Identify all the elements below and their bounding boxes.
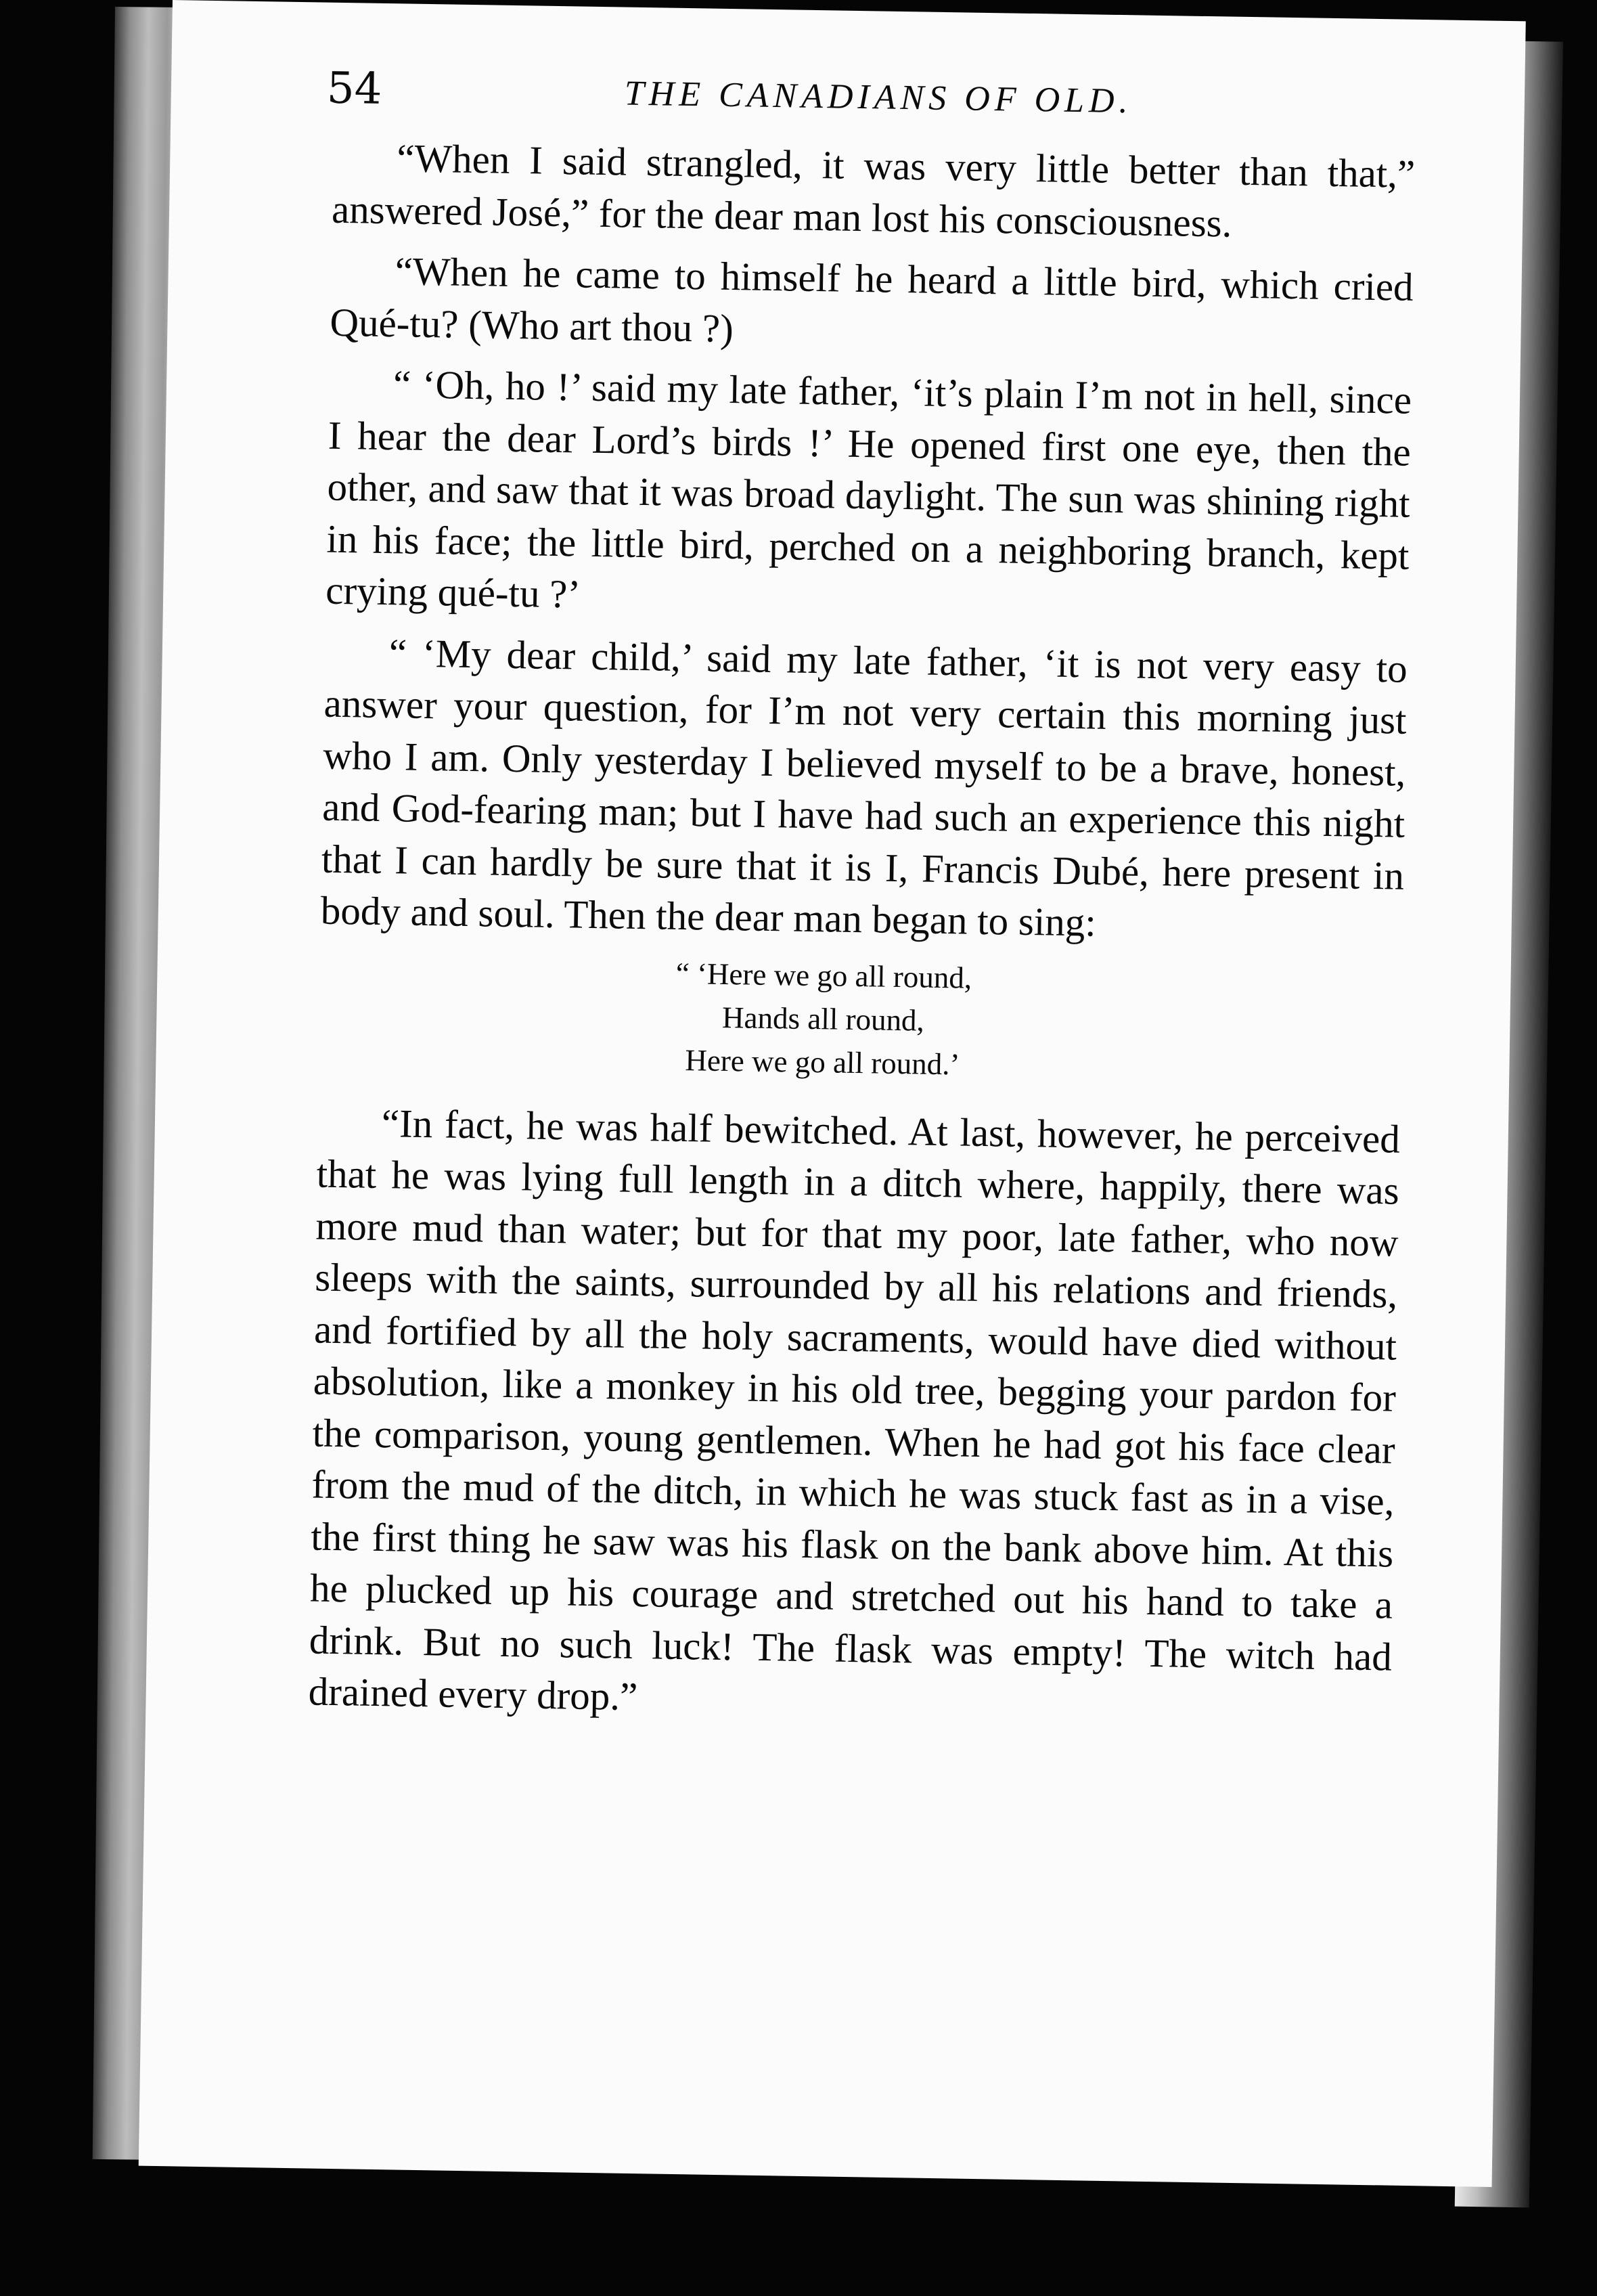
book-page [139, 0, 1526, 2187]
body-text [308, 131, 1416, 1734]
song-line: Here we go all round.’ [685, 1042, 960, 1081]
paragraph: “In fact, he was half bewitched. At last, however, he perceived that he was lying full length in a ditch where, happily, there was more mud than water; but for that my poor, late father, who now sleeps with the saints, surrounded by all his relations and friends, and fortified by all the holy sacraments, would have died without absolution, like a monkey in his old tree, begging your pardon for the comparison, young gentlemen. When he had got his face clear from the mud of the ditch, in which he was stuck fast as in a vise, the first thing he saw was his flask on the bank above him. At this he plucked up his courage and stretched out his hand to take a drink. But no such luck! The flask was empty! The witch had drained every drop.” [308, 1100, 1401, 1719]
running-head: THE CANADIANS OF OLD. [624, 74, 1133, 121]
song-line: Hands all round, [721, 1000, 925, 1038]
song-line: “ ‘Here we go all round, [675, 956, 972, 995]
page-number: 54 [326, 63, 382, 114]
song-verse [318, 946, 1403, 1092]
paragraph: “ ‘Oh, ho !’ said my late father, ‘it’s plain I’m not in hell, since I hear the dear Lord’s birds !’ He opened first one eye, then the other, and saw that it was broad daylight. The sun was shining right in his face; the little bird, perched on a neighboring branch, kept crying qué-tu ?’ [325, 361, 1412, 617]
paragraph: “When he came to himself he heard a little bird, which cried Qué-tu? (Who art thou ?) [330, 248, 1414, 351]
paragraph: “ ‘My dear child,’ said my late father, ‘it is not very easy to answer your question, for I’m not very certain this morning just who I am. Only yesterday I believed myself to be a brave, honest, and God-fearing man; but I have had such an experience this night that I can hardly be sure that it is I, Francis Dubé, here present in body and soul. Then the dear man began to sing: [320, 630, 1408, 945]
paragraph: “When I said strangled, it was very little better than that,” answered José,” for the dear man lost his consciousness. [331, 135, 1416, 246]
